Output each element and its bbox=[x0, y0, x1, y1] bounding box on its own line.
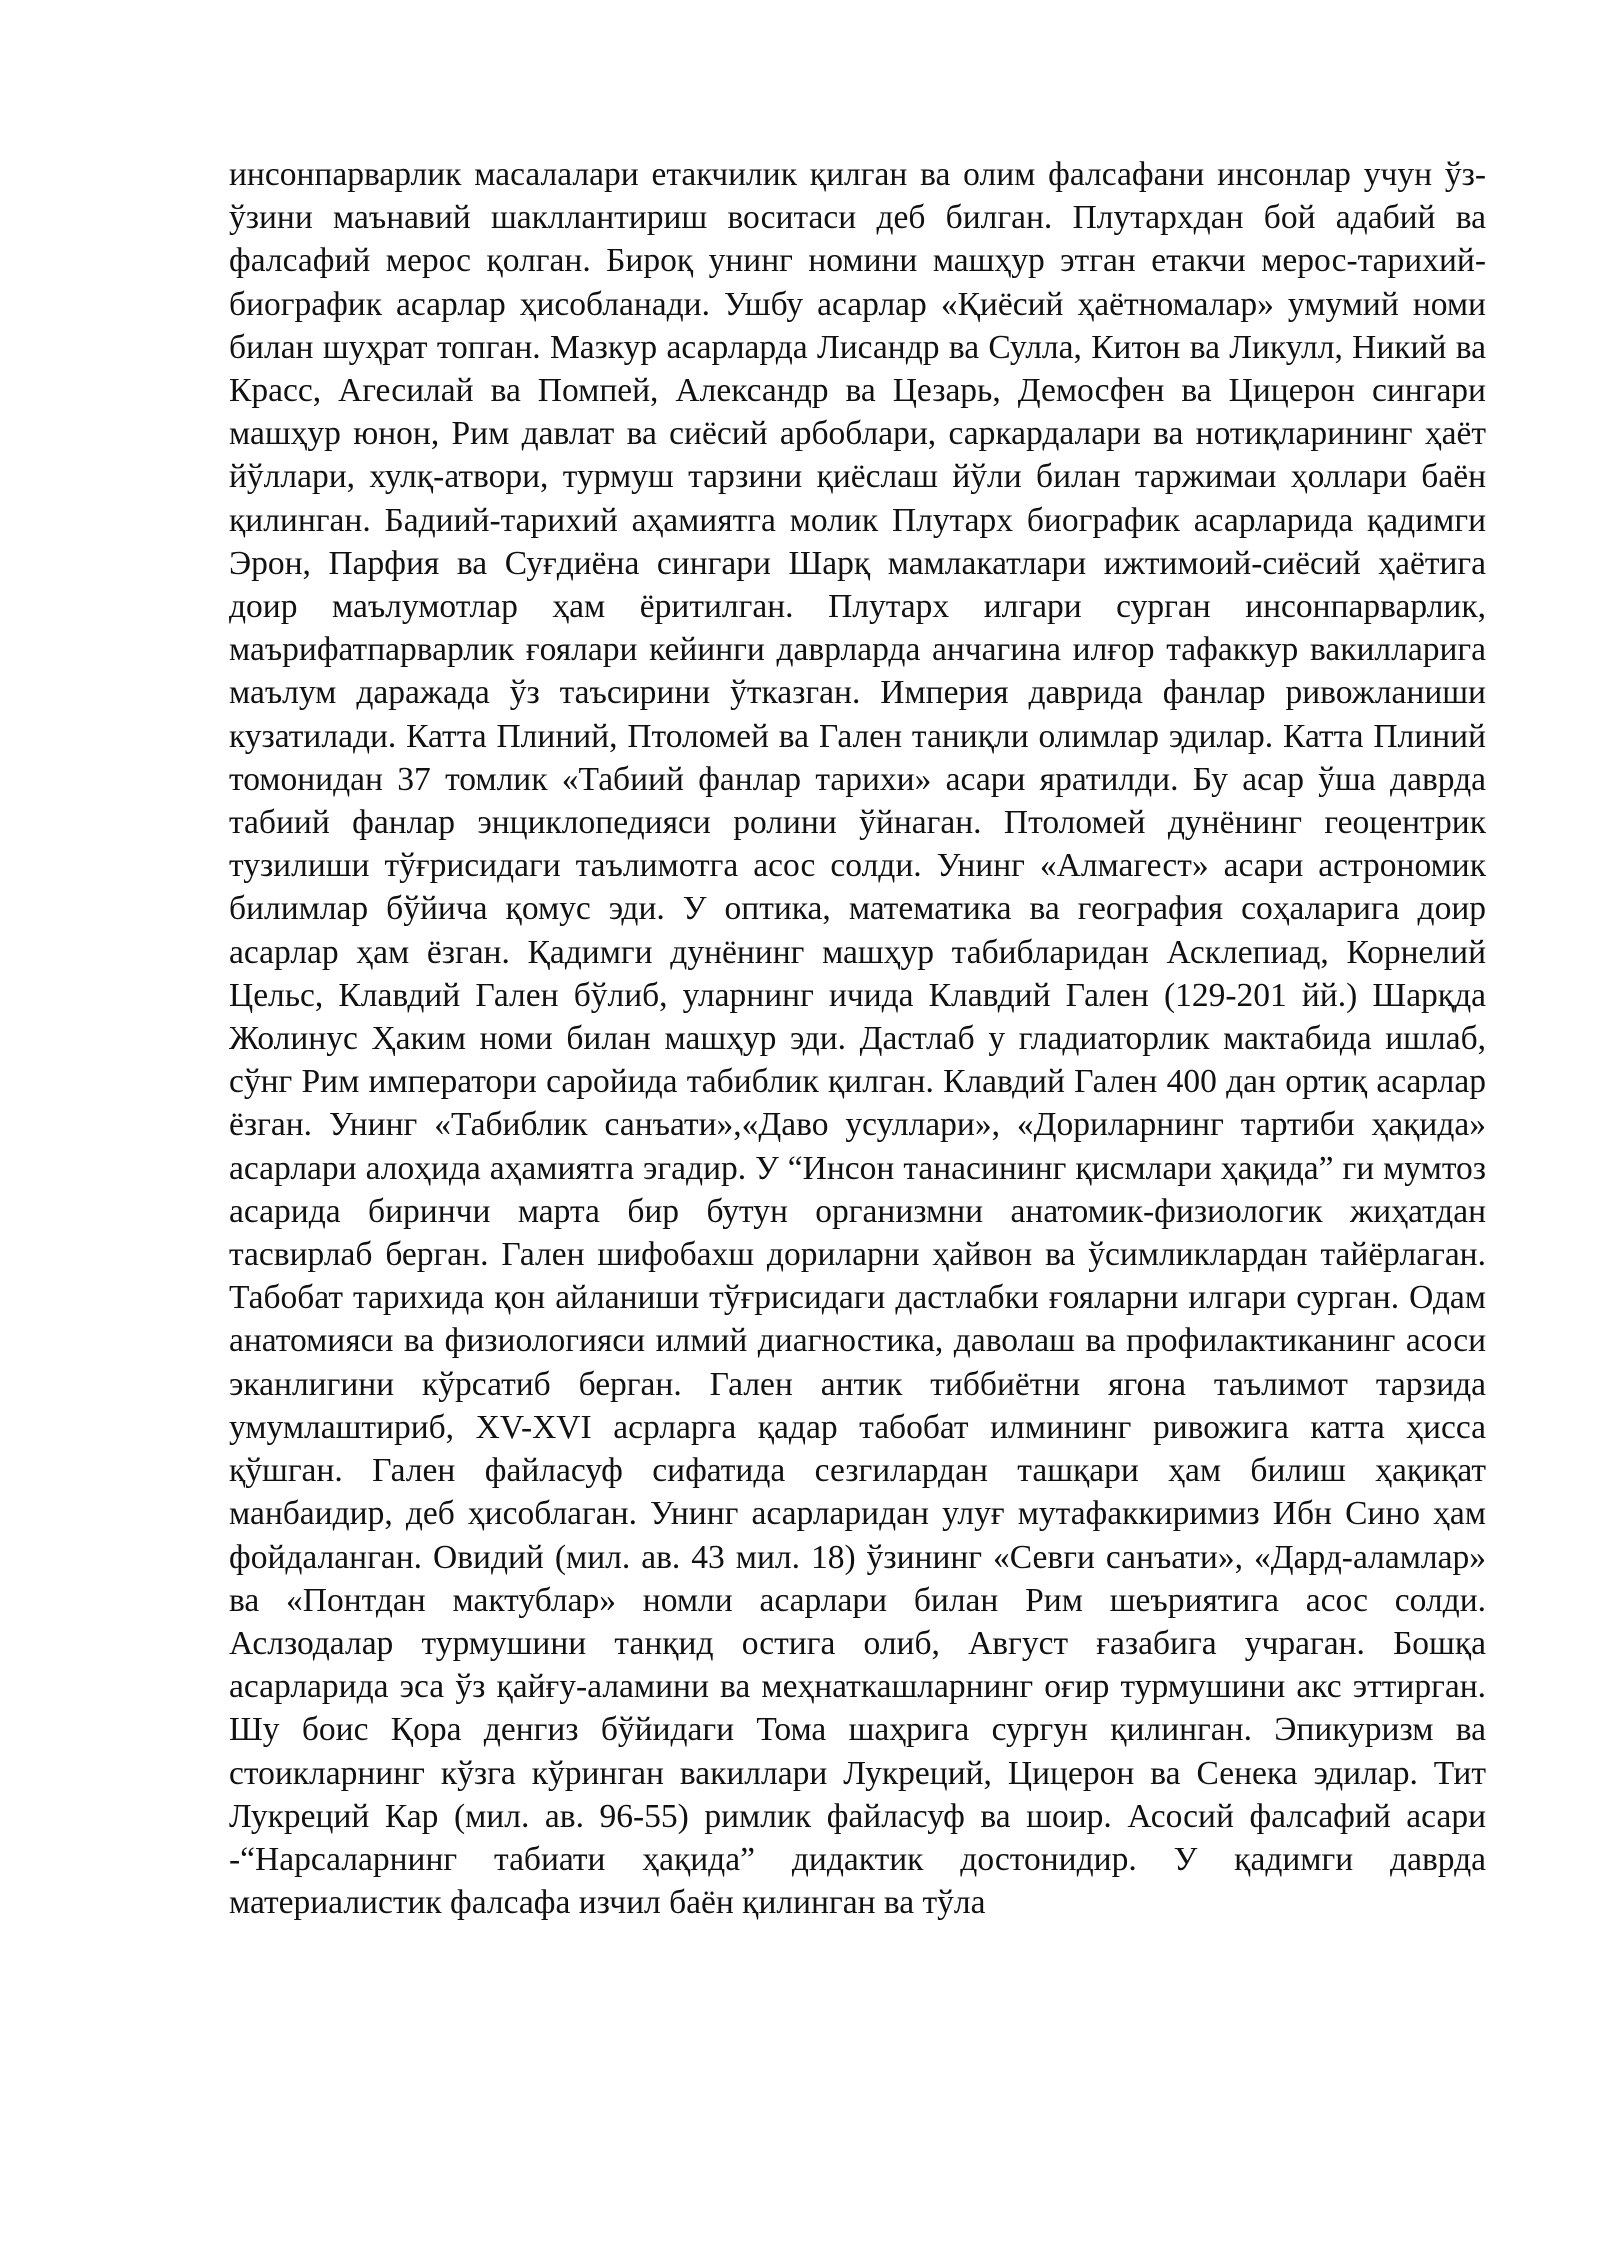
body-text: инсонпарварлик масалалари етакчилик қилган ва олим фалсафани инсонлар учун ўз-ўзини маънавий шакллантириш воситаси деб билган. Плутархдан бой адабий ва фалсафий мерос қолган. Бироқ унинг номини машҳур этган етакчи мерос-тарихий-биографик асарлар ҳисобланади. Ушбу асарлар «Қиёсий ҳаётномалар» умумий номи билан шуҳрат топган. Мазкур асарларда Лисандр ва Сулла, Китон ва Ликулл, Никий ва Красс, Агесилай ва Помпей, Александр ва Цезарь, Демосфен ва Цицерон сингари машҳур юнон, Рим давлат ва сиёсий арбоблари, саркардалари ва нотиқларининг ҳаёт йўллари, хулқ-атвори, турмуш тарзини қиёслаш йўли билан таржимаи ҳоллари баён қилинган. Бадиий-тарихий аҳамиятга молик Плутарх биографик асарларида қадимги Эрон, Парфия ва Суғдиёна сингари Шарқ мамлакатлари ижтимоий-сиёсий ҳаётига доир маълумотлар ҳам ёритилган. Плутарх илгари сурган инсонпарварлик, маърифатпарварлик ғоялари кейинги даврларда анчагина илғор тафаккур вакилларига маълум даражада ўз таъсирини ўтказган. Империя даврида фанлар ривожланиши кузатилади. Катта Плиний, Птоломей ва Гален таниқли олимлар эдилар. Катта Плиний томонидан 37 томлик «Табиий фанлар тарихи» асари яратилди. Бу асар ўша даврда табиий фанлар энциклопедияси ролини ўйнаган. Птоломей дунёнинг геоцентрик тузилиши тўғрисидаги таълимотга асос солди. Унинг «Алмагест» асари астрономик билимлар бўйича қомус эди. У оптика, математика ва география соҳаларига доир асарлар ҳам ёзган. Қадимги дунёнинг машҳур табибларидан Асклепиад, Корнелий Цельс, Клавдий Гален бўлиб, уларнинг ичида Клавдий Гален (129-201 йй.) Шарқда Жолинус Ҳаким номи билан машҳур эди. Дастлаб у гладиаторлик мактабида ишлаб, сўнг Рим императори саройида табиблик қилган. Клавдий Гален 400 дан ортиқ асарлар ёзган. Унинг «Табиблик санъати»,«Даво усуллари», «Дориларнинг тартиби ҳақида» асарлари алоҳида аҳамиятга эгадир. У “Инсон танасининг қисмлари ҳақида” ги мумтоз асарида биринчи марта бир бутун организмни анатомик-физиологик жиҳатдан тасвирлаб берган. Гален шифобахш дориларни ҳайвон ва ўсимликлардан тайёрлаган. Табобат тарихида қон айланиши тўғрисидаги дастлабки ғояларни илгари сурган. Одам анатомияси ва физиологияси илмий диагностика, даволаш ва профилактиканинг асоси эканлигини кўрсатиб берган. Гален антик тиббиётни ягона таълимот тарзида умумлаштириб, XV-XVI асрларга қадар табобат илмининг ривожига катта ҳисса қўшган. Гален файласуф сифатида сезгилардан ташқари ҳам билиш ҳақиқат манбаидир, деб ҳисоблаган. Унинг асарларидан улуғ мутафаккиримиз Ибн Сино ҳам фойдаланган. Овидий (мил. ав. 43 мил. 18) ўзининг «Севги санъати», «Дард-аламлар» ва «Понтдан мактублар» номли асарлари билан Рим шеъриятига асос солди. Аслзодалар турмушини танқид остига олиб, Август ғазабига учраган. Бошқа асарларида эса ўз қайғу-аламини ва меҳнаткашларнинг оғир турмушини акс эттирган. Шу боис Қора денгиз бўйидаги Тома шаҳрига сургун қилинган. Эпикуризм ва стоикларнинг кўзга кўринган вакиллари Лукреций, Цицерон ва Сенека эдилар. Тит Лукреций Кар (мил. ав. 96-55) римлик файласуф ва шоир. Асосий фалсафий асари -“Нарсаларнинг табиати ҳақида” дидактик достонидир. У қадимги даврда материалистик фалсафа изчил баён қилинган ва тўла bbox=[229, 156, 1486, 1922]
